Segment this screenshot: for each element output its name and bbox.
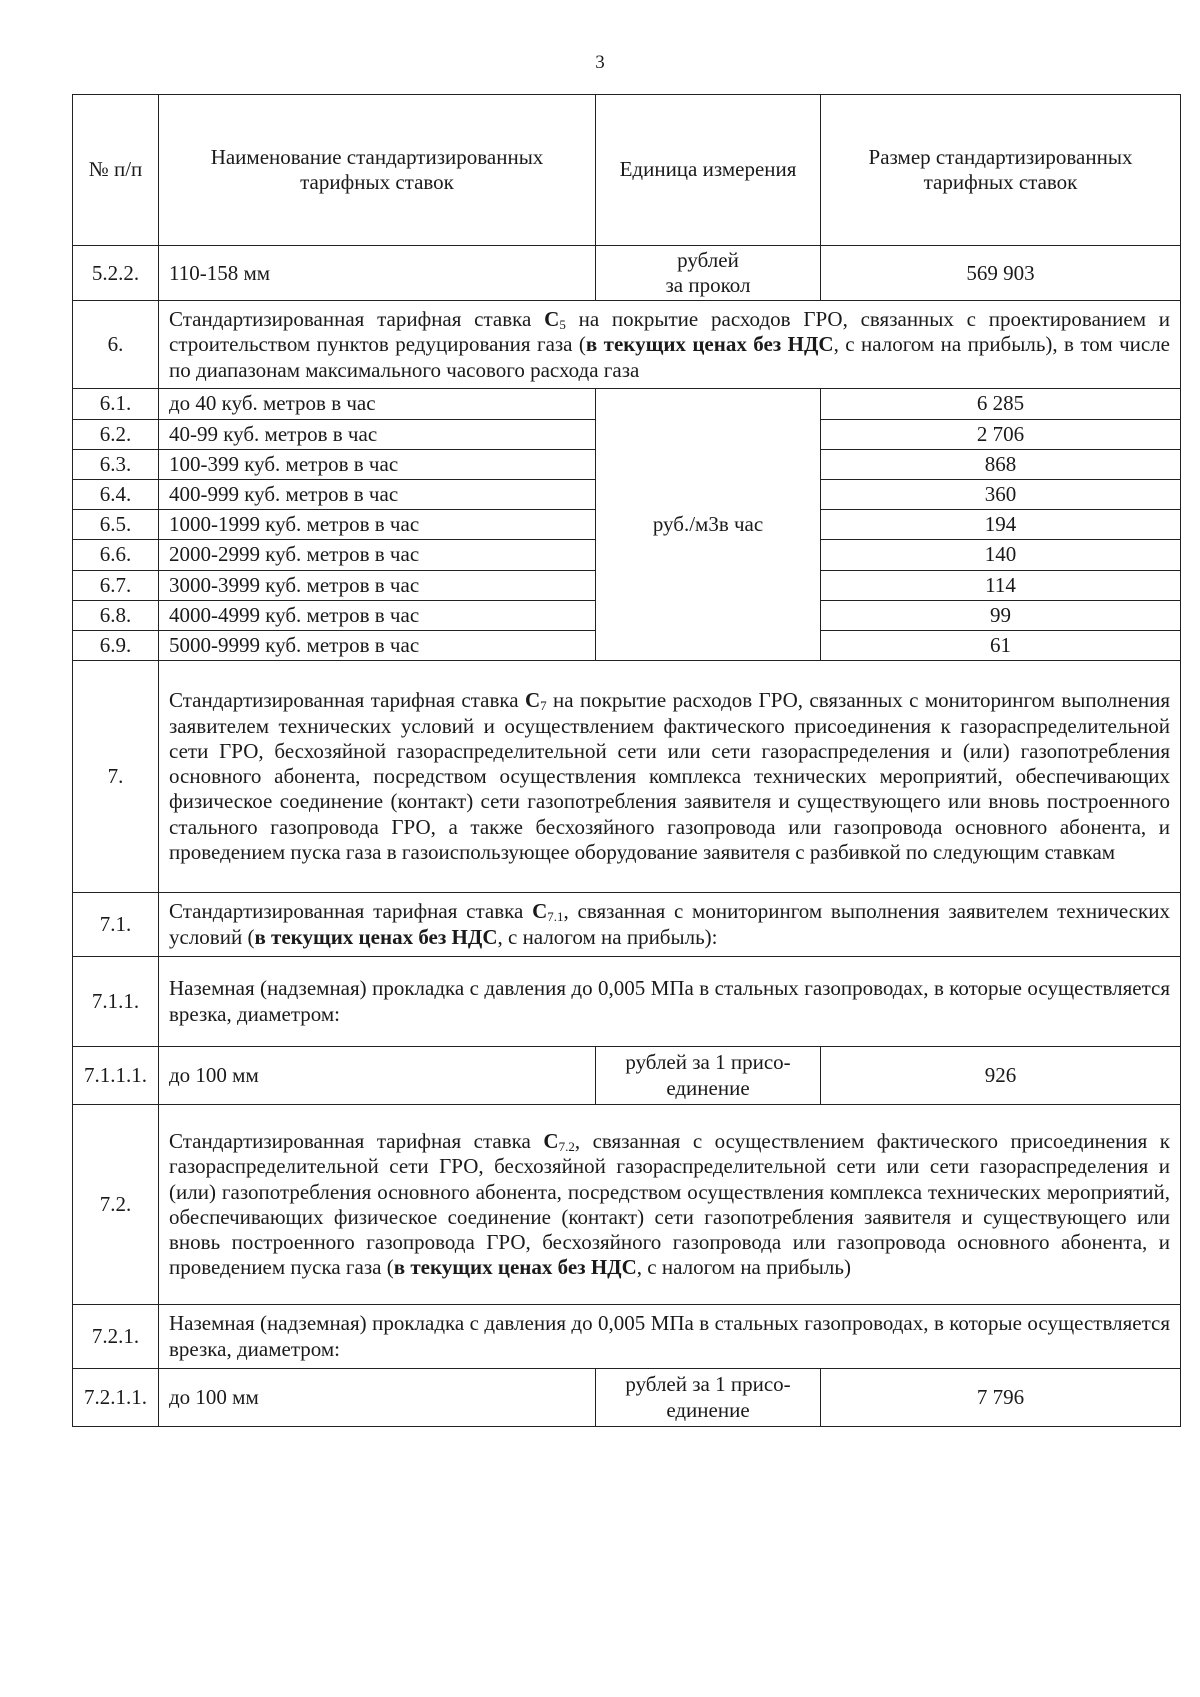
header-name: Наименование стандартизированных тарифных ставок (159, 95, 596, 246)
table-row (73, 1047, 1181, 1105)
desc-text: Стандартизированная тарифная ставка (169, 1128, 544, 1153)
row-value: 569 903 (821, 246, 1181, 301)
row-name: 110-158 мм (159, 246, 596, 301)
row-number: 7.2.1. (73, 1305, 159, 1369)
row-value: 6 285 (821, 389, 1181, 419)
row-name: 400-999 куб. метров в час (159, 479, 596, 509)
row-number: 6.4. (73, 479, 159, 509)
unit-line: единение (666, 1397, 750, 1422)
row-unit (596, 246, 821, 301)
row-name: 4000-4999 куб. метров в час (159, 600, 596, 630)
rate-code: С (532, 899, 548, 924)
row-number: 6. (73, 301, 159, 389)
row-name: 1000-1999 куб. метров в час (159, 510, 596, 540)
row-value: 2 706 (821, 419, 1181, 449)
table-row (73, 957, 1181, 1047)
row-number: 7.1. (73, 893, 159, 957)
desc-text: на покрытие расходов ГРО, связанных с мониторингом выполнения заявителем технических условий и осуществлением фактического присоединения к газораспределительной сети ГРО, бесхозяйной газораспределительной сети или сети газораспределения и (или) газопотребления основного абонента, посредством осуществления комплекса технических мероприятий, обеспечивающих физическое соединение (контакт) сети газопотребления заявителя и существующего или вновь построенного стального газопровода ГРО, а также бесхозяйного газопровода или газопровода основного абонента, и проведением пуска газа в газоиспользующее оборудование заявителя с разбивкой по следующим ставкам (169, 688, 1170, 864)
table-row (73, 1105, 1181, 1305)
page-number: 3 (595, 52, 605, 73)
unit-line: рублей (677, 248, 739, 272)
row-value: 7 796 (821, 1369, 1181, 1427)
unit-line: рублей за 1 присо- (625, 1050, 791, 1075)
row-value: 868 (821, 449, 1181, 479)
header-number: № п/п (73, 95, 159, 246)
row-number: 7.1.1.1. (73, 1047, 159, 1105)
desc-text: , с налогом на прибыль) (636, 1255, 851, 1280)
desc-text: Стандартизированная тарифная ставка (169, 306, 545, 331)
rate-code-subscript: 7.2 (558, 1138, 575, 1154)
table-row (73, 1369, 1181, 1427)
row-name: до 100 мм (159, 1369, 596, 1427)
row-description (159, 893, 1181, 957)
rate-code: С (543, 1128, 559, 1153)
row-description (159, 301, 1181, 389)
table-header-row (73, 95, 1181, 246)
row-number: 7.2. (73, 1105, 159, 1305)
unit-line: за прокол (665, 273, 751, 298)
rate-code: С (544, 306, 560, 331)
group-unit: руб./м3в час (596, 389, 821, 661)
row-name: до 100 мм (159, 1047, 596, 1105)
row-value: 61 (821, 630, 1181, 660)
row-number: 7.2.1.1. (73, 1369, 159, 1427)
desc-bold: в текущих ценах без НДС (585, 332, 834, 357)
tariff-rates-table (72, 94, 1181, 1427)
rate-code-subscript: 5 (559, 316, 566, 332)
row-description (159, 661, 1181, 893)
row-name: 3000-3999 куб. метров в час (159, 570, 596, 600)
row-number: 6.9. (73, 630, 159, 660)
table-row (73, 893, 1181, 957)
row-name: 2000-2999 куб. метров в час (159, 540, 596, 570)
header-size: Размер стандартизированных тарифных ставок (821, 95, 1181, 246)
row-number: 6.2. (73, 419, 159, 449)
row-value: 194 (821, 510, 1181, 540)
rate-code: С (524, 688, 541, 713)
row-name: до 40 куб. метров в час (159, 389, 596, 419)
desc-text: , связанная с мониторингом выполнения заявителем технических условий ( (169, 899, 1170, 949)
row-number: 5.2.2. (73, 246, 159, 301)
table-row (73, 661, 1181, 893)
row-unit (596, 1047, 821, 1105)
header-unit: Единица измерения (596, 95, 821, 246)
row-name: 100-399 куб. метров в час (159, 449, 596, 479)
desc-bold: в текущих ценах без НДС (254, 924, 498, 949)
row-number: 6.5. (73, 510, 159, 540)
row-name: 40-99 куб. метров в час (159, 419, 596, 449)
unit-line: рублей за 1 присо- (625, 1372, 791, 1397)
row-value: 140 (821, 540, 1181, 570)
row-name: 5000-9999 куб. метров в час (159, 630, 596, 660)
table-row (73, 301, 1181, 389)
row-description: Наземная (надземная) прокладка с давления до 0,005 МПа в стальных газопроводах, в которые осуществляется врезка, диаметром: (159, 1305, 1181, 1369)
rate-code-subscript: 7 (540, 698, 547, 714)
desc-text: , с налогом на прибыль), в том числе по диапазонам максимального часового расхода газа (169, 332, 1170, 382)
row-number: 6.1. (73, 389, 159, 419)
row-number: 7.1.1. (73, 957, 159, 1047)
table-row (73, 389, 1181, 419)
desc-text: Стандартизированная тарифная ставка (169, 899, 533, 924)
row-number: 6.8. (73, 600, 159, 630)
row-value: 360 (821, 479, 1181, 509)
desc-text: Стандартизированная тарифная ставка (169, 688, 525, 713)
table-row (73, 246, 1181, 301)
row-number: 6.6. (73, 540, 159, 570)
row-number: 6.3. (73, 449, 159, 479)
desc-text: , с налогом на прибыль): (497, 924, 718, 949)
row-number: 6.7. (73, 570, 159, 600)
desc-text: , связанная с осуществлением фактического присоединения к газораспределительной сети ГРО, бесхозяйной газораспределительной сети или сети газораспределения и (или) газопотребления основного абонента, посредством осуществления комплекса технических мероприятий, обеспечивающих физическое соединение (контакт) сети газопотребления заявителя и существующего или вновь построенного газопровода ГРО, бесхозяйного газопровода или газопровода основного абонента, и проведением пуска газа ( (169, 1128, 1170, 1280)
table-row (73, 1305, 1181, 1369)
unit-line: единение (666, 1075, 750, 1100)
desc-bold: в текущих ценах без НДС (393, 1255, 637, 1280)
row-value: 114 (821, 570, 1181, 600)
row-description: Наземная (надземная) прокладка с давления до 0,005 МПа в стальных газопроводах, в которые осуществляется врезка, диаметром: (159, 957, 1181, 1047)
row-number: 7. (73, 661, 159, 893)
row-description (159, 1105, 1181, 1305)
rate-code-subscript: 7.1 (547, 909, 564, 925)
row-value: 926 (821, 1047, 1181, 1105)
row-value: 99 (821, 600, 1181, 630)
row-unit (596, 1369, 821, 1427)
desc-text: на покрытие расходов ГРО, связанных с проектированием и строительством пунктов редуцирования газа ( (169, 306, 1170, 357)
